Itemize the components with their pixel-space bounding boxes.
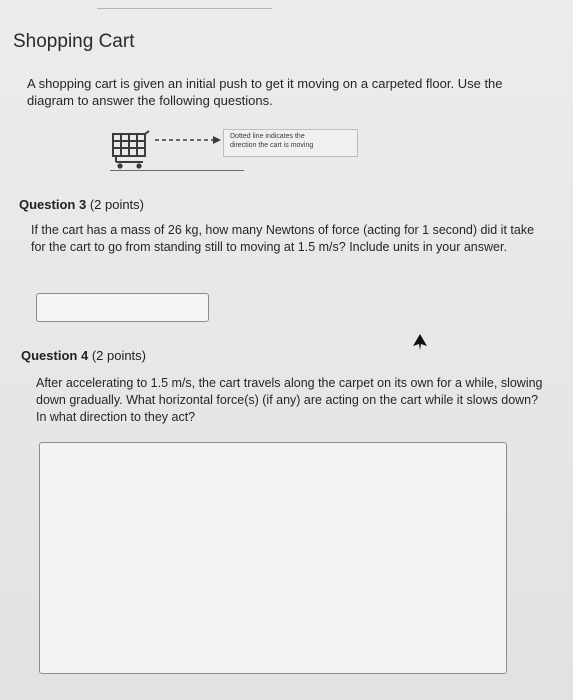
question-3-text: If the cart has a mass of 26 kg, how many Newtons of force (acting for 1 second) did it take for the cart to go from standing still to moving at 1.5 m/s? Include units in your answer. (31, 223, 535, 254)
floor-line (110, 170, 244, 171)
diagram-note (223, 129, 358, 157)
top-divider (97, 8, 272, 9)
question-4-text: After accelerating to 1.5 m/s, the cart travels along the carpet on its own for a while, slowing down gradually. What horizontal force(s) (if any) are acting on the cart while it slows down? In what direction to they act? (36, 376, 543, 424)
page-title: Shopping Cart (13, 31, 135, 52)
question-4-answer-textarea[interactable] (39, 442, 507, 674)
question-3-answer-input[interactable] (36, 293, 209, 322)
mouse-pointer-icon (413, 334, 427, 350)
diagram-note-line2: direction the cart is moving (230, 142, 314, 149)
diagram-note-line1: Dotted line indicates the (230, 133, 305, 140)
question-4-heading (21, 348, 146, 363)
dotted-arrow-icon (155, 134, 221, 146)
question-3-points: (2 points) (89, 197, 145, 212)
question-4-points: (2 points) (91, 348, 147, 363)
shopping-cart-icon (110, 128, 150, 170)
intro-text: A shopping cart is given an initial push to get it moving on a carpeted floor. Use the diagram to answer the following questions. (27, 76, 503, 108)
question-3-label: Question 3 (19, 197, 87, 212)
question-4-label: Question 4 (21, 348, 89, 363)
question-3-heading (19, 197, 144, 212)
